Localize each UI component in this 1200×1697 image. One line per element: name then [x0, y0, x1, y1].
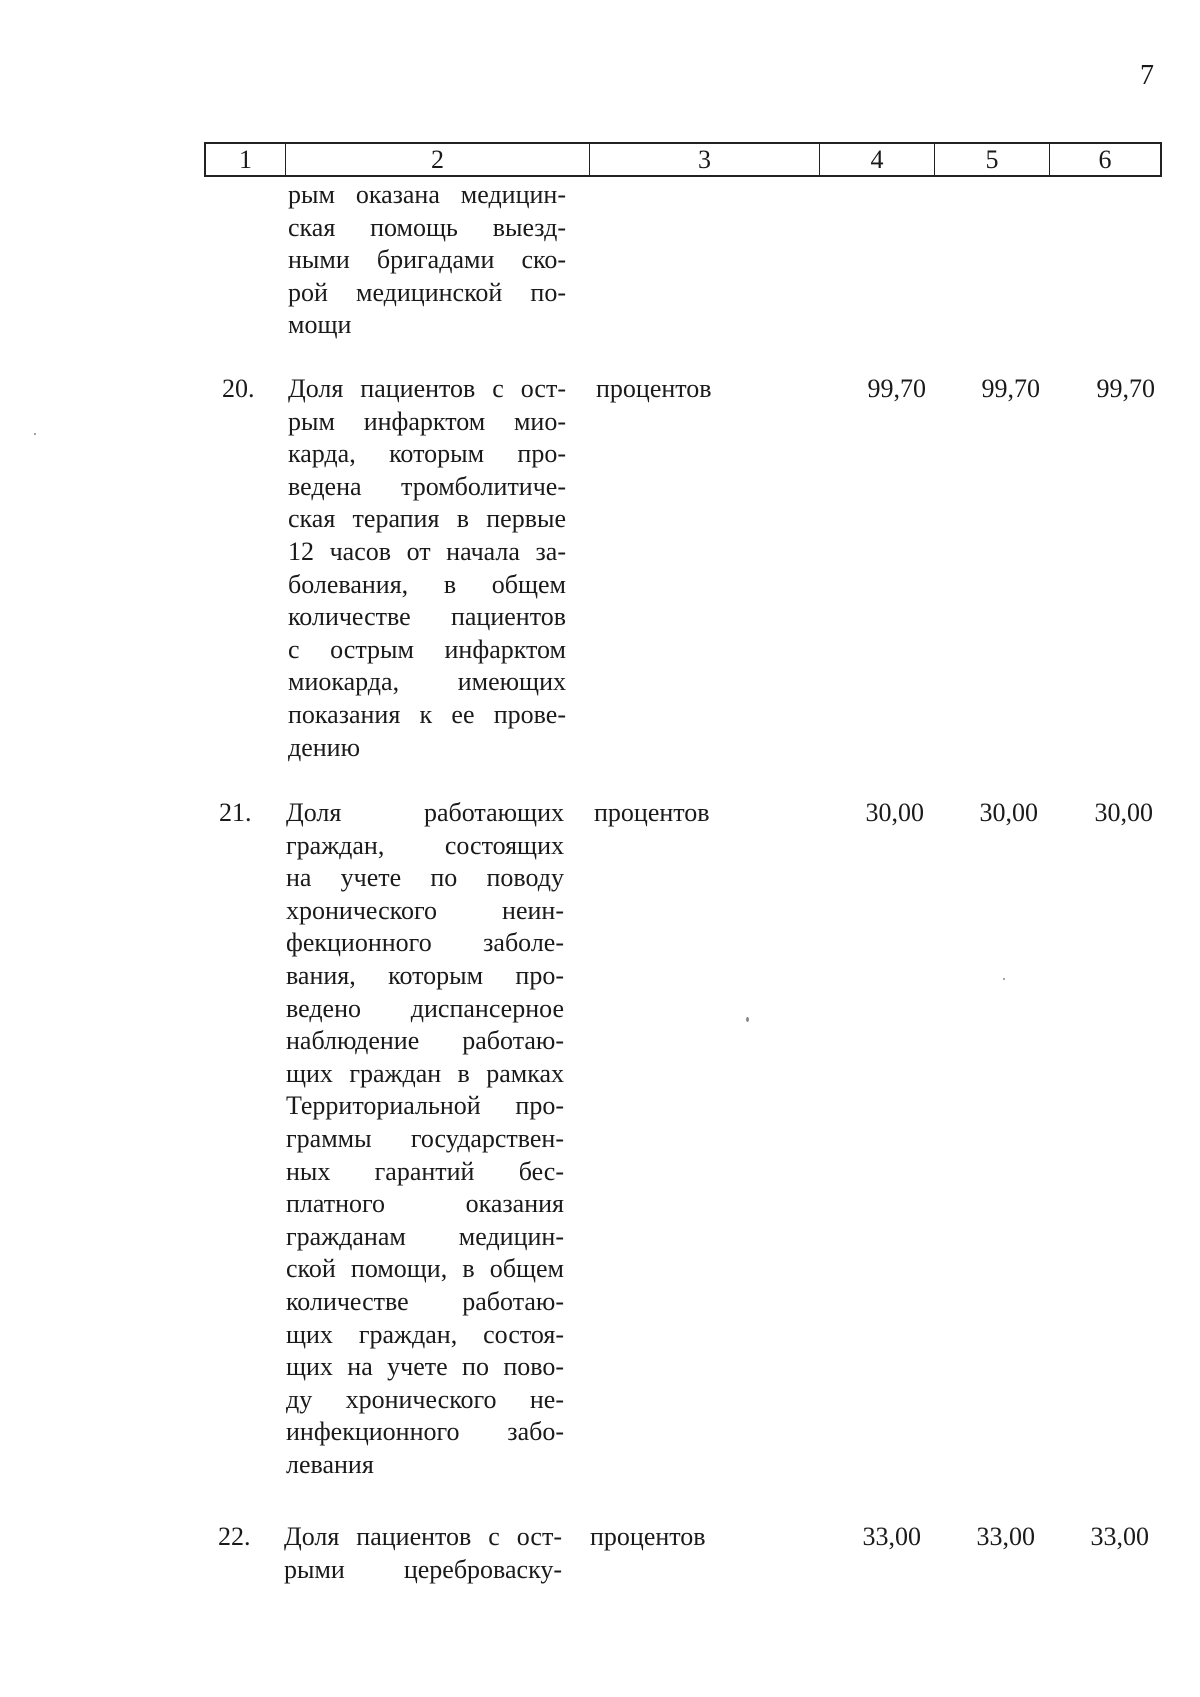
- description-line: мощи: [288, 310, 352, 340]
- column-2-number: 2: [286, 144, 590, 175]
- scan-speck: [746, 1017, 749, 1022]
- row-unit: процентов: [596, 374, 712, 403]
- description-line: карда, которым про-: [288, 439, 566, 469]
- description-line: ведено диспансерное: [286, 993, 564, 1023]
- description-line: с острым инфарктом: [288, 634, 566, 664]
- description-line: на учете по поводу: [286, 863, 564, 893]
- description-line: рым оказана медицин-: [288, 180, 566, 209]
- column-4-number: 4: [820, 144, 935, 175]
- description-line: гражданам медицин-: [286, 1221, 564, 1251]
- description-line: количестве пациентов: [288, 602, 566, 632]
- description-line: дению: [288, 732, 361, 762]
- scan-speck: [34, 433, 36, 435]
- description-line: ду хронического не-: [286, 1384, 564, 1414]
- value-column-6: 30,00: [1094, 798, 1153, 827]
- value-column-4: 30,00: [865, 798, 924, 827]
- continued-description: [288, 179, 566, 342]
- description-line: ской помощи, в общем: [286, 1254, 564, 1284]
- row-unit: процентов: [594, 798, 710, 827]
- value-column-5: 99,70: [981, 374, 1040, 403]
- row-description: [288, 373, 566, 764]
- value-column-4: 33,00: [862, 1522, 921, 1551]
- description-line: Территориальной про-: [286, 1091, 564, 1121]
- description-line: щих граждан, состоя-: [286, 1319, 564, 1349]
- description-line: рым инфарктом мио-: [288, 406, 566, 436]
- description-line: Доля работающих: [286, 798, 564, 827]
- description-line: щих на учете по пово-: [286, 1352, 564, 1382]
- value-column-6: 99,70: [1096, 374, 1155, 403]
- row-number: 20.: [222, 374, 255, 403]
- description-line: граммы государствен-: [286, 1123, 564, 1153]
- value-column-5: 33,00: [976, 1522, 1035, 1551]
- description-line: ных гарантий бес-: [286, 1156, 564, 1186]
- row-description: [286, 797, 564, 1481]
- column-6-number: 6: [1098, 144, 1112, 174]
- row-number: 22.: [218, 1522, 251, 1551]
- column-3-number: 3: [590, 144, 820, 175]
- row-unit: процентов: [590, 1522, 706, 1551]
- description-line: болевания, в общем: [288, 569, 566, 599]
- row-description: [284, 1521, 562, 1586]
- description-line: инфекционного забо-: [286, 1417, 564, 1447]
- description-line: рой медицинской по-: [288, 277, 566, 307]
- value-column-4: 99,70: [867, 374, 926, 403]
- description-line: ская помощь выезд-: [288, 212, 566, 242]
- column-5-number: 5: [935, 144, 1050, 175]
- description-line: рыми цереброваску-: [284, 1554, 562, 1584]
- description-line: ведена тромболитиче-: [288, 471, 566, 501]
- description-line: Доля пациентов с ост-: [284, 1522, 562, 1551]
- value-column-5: 30,00: [979, 798, 1038, 827]
- column-1-number: 1: [206, 144, 286, 175]
- description-line: ская терапия в первые: [288, 504, 566, 534]
- description-line: наблюдение работаю-: [286, 1026, 564, 1056]
- page-number: 7: [1140, 60, 1154, 91]
- description-line: количестве работаю-: [286, 1286, 564, 1316]
- description-line: вания, которым про-: [286, 960, 564, 990]
- description-line: щих граждан в рамках: [286, 1058, 564, 1088]
- description-line: платного оказания: [286, 1189, 564, 1219]
- description-line: граждан, состоящих: [286, 830, 564, 860]
- row-number: 21.: [219, 798, 252, 827]
- description-line: показания к ее прове-: [288, 699, 566, 729]
- description-line: Доля пациентов с ост-: [288, 374, 566, 403]
- scan-speck: [1003, 978, 1005, 980]
- description-line: 12 часов от начала за-: [288, 536, 566, 566]
- description-line: ными бригадами ско-: [288, 245, 566, 275]
- description-line: миокарда, имеющих: [288, 667, 566, 697]
- description-line: левания: [286, 1449, 374, 1479]
- description-line: хронического неин-: [286, 895, 564, 925]
- value-column-6: 33,00: [1090, 1522, 1149, 1551]
- column-number-header: [204, 142, 1162, 177]
- description-line: фекционного заболе-: [286, 928, 564, 958]
